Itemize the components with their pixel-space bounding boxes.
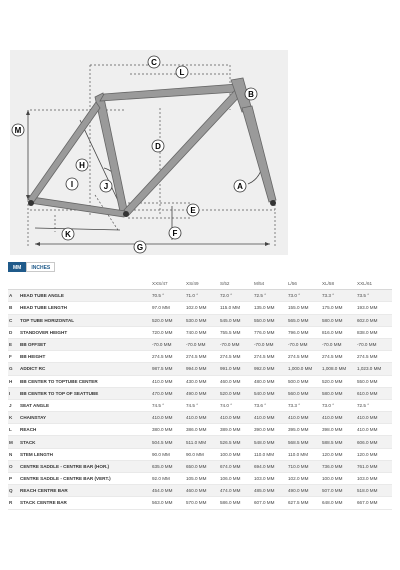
row-label: BB OFFSET	[20, 338, 152, 350]
row-value: 504.5 MM	[152, 436, 186, 448]
row-value: 274.5 MM	[186, 351, 220, 363]
row-value: 274.5 MM	[254, 351, 288, 363]
header-label	[20, 278, 152, 290]
row-value: 507.0 MM	[322, 485, 357, 497]
fork	[242, 106, 276, 202]
row-value: 635.0 MM	[152, 460, 186, 472]
row-value: 175.0 MM	[322, 302, 357, 314]
marker-m	[12, 124, 24, 136]
row-code: Q	[8, 485, 20, 497]
row-value: 550.0 MM	[357, 375, 392, 387]
row-value: 526.5 MM	[220, 436, 254, 448]
row-value: 992.0 MM	[254, 363, 288, 375]
row-value: 71.0 °	[186, 290, 220, 302]
marker-l	[176, 66, 188, 78]
row-value: 511.0 MM	[186, 436, 220, 448]
row-value: 560.0 MM	[288, 387, 322, 399]
row-value: 102.0 MM	[288, 473, 322, 485]
table-row	[8, 424, 392, 436]
unit-tab-mm[interactable]: MM	[8, 262, 26, 272]
row-value: 74.5 °	[152, 399, 186, 411]
row-value: 155.0 MM	[288, 302, 322, 314]
svg-text:I: I	[70, 180, 74, 189]
row-value: 520.0 MM	[220, 387, 254, 399]
marker-j	[100, 180, 112, 192]
row-value: 103.0 MM	[254, 473, 288, 485]
row-value: 410.0 MM	[322, 412, 357, 424]
marker-c	[148, 56, 160, 68]
row-value: 540.0 MM	[254, 387, 288, 399]
row-value: 135.0 MM	[254, 302, 288, 314]
row-value: 550.0 MM	[254, 314, 288, 326]
row-value: 650.0 MM	[186, 460, 220, 472]
row-value: 395.0 MM	[288, 424, 322, 436]
row-code: R	[8, 497, 20, 509]
svg-text:C: C	[151, 58, 157, 67]
table-row	[8, 497, 392, 509]
row-value: 720.0 MM	[152, 326, 186, 338]
row-value: 838.0 MM	[357, 326, 392, 338]
row-value: 570.0 MM	[186, 497, 220, 509]
row-value: 410.0 MM	[220, 412, 254, 424]
row-label: HEAD TUBE ANGLE	[20, 290, 152, 302]
row-label: REACH CENTRE BAR	[20, 485, 152, 497]
bottom-bracket-icon	[123, 211, 129, 217]
table-row	[8, 387, 392, 399]
row-value: 274.5 MM	[288, 351, 322, 363]
row-value: -70.0 MM	[254, 338, 288, 350]
table-header-row	[8, 278, 392, 290]
row-value: -70.0 MM	[220, 338, 254, 350]
row-value: 90.0 MM	[186, 448, 220, 460]
seatstay	[28, 102, 100, 203]
row-code: E	[8, 338, 20, 350]
row-value: 454.0 MM	[152, 485, 186, 497]
geometry-table	[8, 278, 392, 510]
row-value: 73.3 °	[288, 399, 322, 411]
row-value: -70.0 MM	[288, 338, 322, 350]
row-value: 410.0 MM	[357, 412, 392, 424]
row-value: 386.0 MM	[186, 424, 220, 436]
header-size: XL/58	[322, 278, 357, 290]
row-value: 520.0 MM	[322, 375, 357, 387]
row-value: 274.5 MM	[220, 351, 254, 363]
row-value: 106.0 MM	[220, 473, 254, 485]
row-value: 120.0 MM	[357, 448, 392, 460]
down-tube	[124, 89, 242, 216]
row-value: 710.0 MM	[288, 460, 322, 472]
svg-text:D: D	[155, 142, 161, 151]
table-row	[8, 314, 392, 326]
row-value: 490.0 MM	[186, 387, 220, 399]
row-value: 398.0 MM	[322, 424, 357, 436]
row-code: I	[8, 387, 20, 399]
row-code: B	[8, 302, 20, 314]
row-value: 410.0 MM	[152, 375, 186, 387]
bike-frame-drawing	[0, 0, 400, 258]
row-label: ADDICT RC	[20, 363, 152, 375]
row-value: 776.0 MM	[254, 326, 288, 338]
row-value: 518.0 MM	[357, 485, 392, 497]
svg-text:A: A	[237, 182, 243, 191]
row-code: H	[8, 375, 20, 387]
row-value: 100.0 MM	[322, 473, 357, 485]
row-value: 410.0 MM	[288, 412, 322, 424]
header-size: XXL/61	[357, 278, 392, 290]
table-row	[8, 375, 392, 387]
row-value: 1,000.0 MM	[288, 363, 322, 375]
row-value: 410.0 MM	[254, 412, 288, 424]
row-value: 115.0 MM	[220, 302, 254, 314]
row-value: 994.0 MM	[186, 363, 220, 375]
svg-text:H: H	[79, 161, 85, 170]
row-value: 102.0 MM	[186, 302, 220, 314]
row-value: 110.0 MM	[254, 448, 288, 460]
row-code: C	[8, 314, 20, 326]
row-value: 607.0 MM	[254, 497, 288, 509]
row-label: BB CENTER TO TOPTUBE CENTER	[20, 375, 152, 387]
row-value: 100.0 MM	[220, 448, 254, 460]
row-code: D	[8, 326, 20, 338]
row-value: 610.0 MM	[357, 387, 392, 399]
row-label: STEM LENGTH	[20, 448, 152, 460]
row-value: 761.0 MM	[357, 460, 392, 472]
row-code: A	[8, 290, 20, 302]
svg-text:J: J	[103, 182, 109, 191]
row-value: 627.5 MM	[288, 497, 322, 509]
row-value: -70.0 MM	[322, 338, 357, 350]
table-row	[8, 399, 392, 411]
geometry-diagram	[0, 0, 400, 258]
row-value: 74.0 °	[220, 399, 254, 411]
marker-b	[245, 88, 257, 100]
row-label: STACK CENTRE BAR	[20, 497, 152, 509]
row-code: K	[8, 412, 20, 424]
row-value: 460.0 MM	[186, 485, 220, 497]
row-label: CENTRE SADDLE - CENTRE BAR (VERT.)	[20, 473, 152, 485]
row-label: CENTRE SADDLE - CENTRE BAR (HOR.)	[20, 460, 152, 472]
row-value: -70.0 MM	[152, 338, 186, 350]
svg-text:M: M	[14, 126, 22, 135]
row-value: 73.0 °	[322, 399, 357, 411]
row-value: 460.0 MM	[220, 375, 254, 387]
row-value: 520.0 MM	[152, 314, 186, 326]
row-value: 490.0 MM	[288, 485, 322, 497]
table-row	[8, 302, 392, 314]
row-label: BB CENTER TO TOP OF SEATTUBE	[20, 387, 152, 399]
marker-d	[152, 140, 164, 152]
row-value: 380.0 MM	[152, 424, 186, 436]
row-label: BB HEIGHT	[20, 351, 152, 363]
header-code	[8, 278, 20, 290]
row-value: 470.0 MM	[152, 387, 186, 399]
row-value: 545.0 MM	[220, 314, 254, 326]
row-value: 987.5 MM	[152, 363, 186, 375]
unit-toggle	[8, 262, 55, 272]
row-label: CHAINSTAY	[20, 412, 152, 424]
row-value: 480.0 MM	[254, 375, 288, 387]
svg-text:B: B	[248, 90, 254, 99]
table-row	[8, 485, 392, 497]
row-value: 548.0 MM	[254, 436, 288, 448]
row-value: 274.5 MM	[152, 351, 186, 363]
row-label: SEAT ANGLE	[20, 399, 152, 411]
row-value: 740.0 MM	[186, 326, 220, 338]
table-row	[8, 460, 392, 472]
row-value: 70.5 °	[152, 290, 186, 302]
table-row	[8, 473, 392, 485]
marker-k	[62, 228, 74, 240]
row-code: P	[8, 473, 20, 485]
row-code: M	[8, 436, 20, 448]
row-value: 796.0 MM	[288, 326, 322, 338]
svg-text:E: E	[190, 206, 196, 215]
row-value: 193.0 MM	[357, 302, 392, 314]
row-code: F	[8, 351, 20, 363]
row-value: 72.0 °	[220, 290, 254, 302]
row-value: 580.0 MM	[322, 314, 357, 326]
row-value: 530.0 MM	[186, 314, 220, 326]
row-value: 105.0 MM	[186, 473, 220, 485]
row-value: 74.5 °	[186, 399, 220, 411]
header-size: L/56	[288, 278, 322, 290]
row-value: 568.5 MM	[288, 436, 322, 448]
row-value: 410.0 MM	[357, 424, 392, 436]
table-body	[8, 290, 392, 509]
seat-tube	[95, 93, 128, 216]
table-row	[8, 436, 392, 448]
unit-tab-inches[interactable]: INCHES	[26, 262, 55, 272]
row-code: O	[8, 460, 20, 472]
row-value: 1,023.0 MM	[357, 363, 392, 375]
row-value: 390.0 MM	[254, 424, 288, 436]
table-row	[8, 351, 392, 363]
row-value: 580.0 MM	[322, 387, 357, 399]
row-value: 563.0 MM	[152, 497, 186, 509]
row-value: 500.0 MM	[288, 375, 322, 387]
row-value: 410.0 MM	[186, 412, 220, 424]
row-value: 72.5 °	[357, 399, 392, 411]
table-row	[8, 412, 392, 424]
row-value: 120.0 MM	[322, 448, 357, 460]
row-value: 588.5 MM	[322, 436, 357, 448]
row-value: 92.0 MM	[152, 473, 186, 485]
row-value: 674.0 MM	[220, 460, 254, 472]
row-value: 648.0 MM	[322, 497, 357, 509]
table-row	[8, 290, 392, 302]
rear-dropout-icon	[28, 200, 34, 206]
marker-g	[134, 241, 146, 253]
header-size: M/54	[254, 278, 288, 290]
header-size: XXS/47	[152, 278, 186, 290]
svg-text:F: F	[172, 229, 178, 238]
row-label: TOP TUBE HORIZONTAL	[20, 314, 152, 326]
row-label: STACK	[20, 436, 152, 448]
row-value: -70.0 MM	[186, 338, 220, 350]
row-value: 565.0 MM	[288, 314, 322, 326]
row-value: 410.0 MM	[152, 412, 186, 424]
top-tube	[100, 84, 238, 101]
table-row	[8, 338, 392, 350]
marker-e	[187, 204, 199, 216]
dim-line-k	[35, 228, 120, 230]
row-value: 1,008.0 MM	[322, 363, 357, 375]
marker-f	[169, 227, 181, 239]
chainstay	[30, 197, 125, 217]
row-label: REACH	[20, 424, 152, 436]
row-value: 73.0 °	[288, 290, 322, 302]
row-value: -70.0 MM	[357, 338, 392, 350]
row-value: 73.6 °	[254, 399, 288, 411]
row-value: 474.0 MM	[220, 485, 254, 497]
row-code: J	[8, 399, 20, 411]
row-code: L	[8, 424, 20, 436]
row-value: 667.0 MM	[357, 497, 392, 509]
row-label: HEAD TUBE LENGTH	[20, 302, 152, 314]
row-value: 90.0 MM	[152, 448, 186, 460]
row-value: 97.0 MM	[152, 302, 186, 314]
svg-text:G: G	[136, 243, 144, 252]
svg-text:K: K	[65, 230, 71, 239]
row-value: 72.5 °	[254, 290, 288, 302]
row-value: 694.0 MM	[254, 460, 288, 472]
row-code: N	[8, 448, 20, 460]
row-value: 73.5 °	[357, 290, 392, 302]
svg-text:L: L	[179, 68, 185, 77]
table-row	[8, 448, 392, 460]
row-value: 103.0 MM	[357, 473, 392, 485]
marker-h	[76, 159, 88, 171]
row-value: 485.0 MM	[254, 485, 288, 497]
row-value: 430.0 MM	[186, 375, 220, 387]
row-value: 274.5 MM	[322, 351, 357, 363]
row-value: 755.5 MM	[220, 326, 254, 338]
header-size: XS/49	[186, 278, 220, 290]
marker-i	[66, 178, 78, 190]
row-value: 73.3 °	[322, 290, 357, 302]
marker-a	[234, 180, 246, 192]
row-label: STANDOVER HEIGHT	[20, 326, 152, 338]
table-row	[8, 363, 392, 375]
row-value: 274.5 MM	[357, 351, 392, 363]
row-value: 389.0 MM	[220, 424, 254, 436]
row-code: G	[8, 363, 20, 375]
header-size: S/52	[220, 278, 254, 290]
row-value: 586.0 MM	[220, 497, 254, 509]
front-dropout-icon	[270, 200, 276, 206]
row-value: 991.0 MM	[220, 363, 254, 375]
row-value: 602.0 MM	[357, 314, 392, 326]
row-value: 110.0 MM	[288, 448, 322, 460]
row-value: 606.0 MM	[357, 436, 392, 448]
row-value: 816.0 MM	[322, 326, 357, 338]
row-value: 736.0 MM	[322, 460, 357, 472]
table-row	[8, 326, 392, 338]
